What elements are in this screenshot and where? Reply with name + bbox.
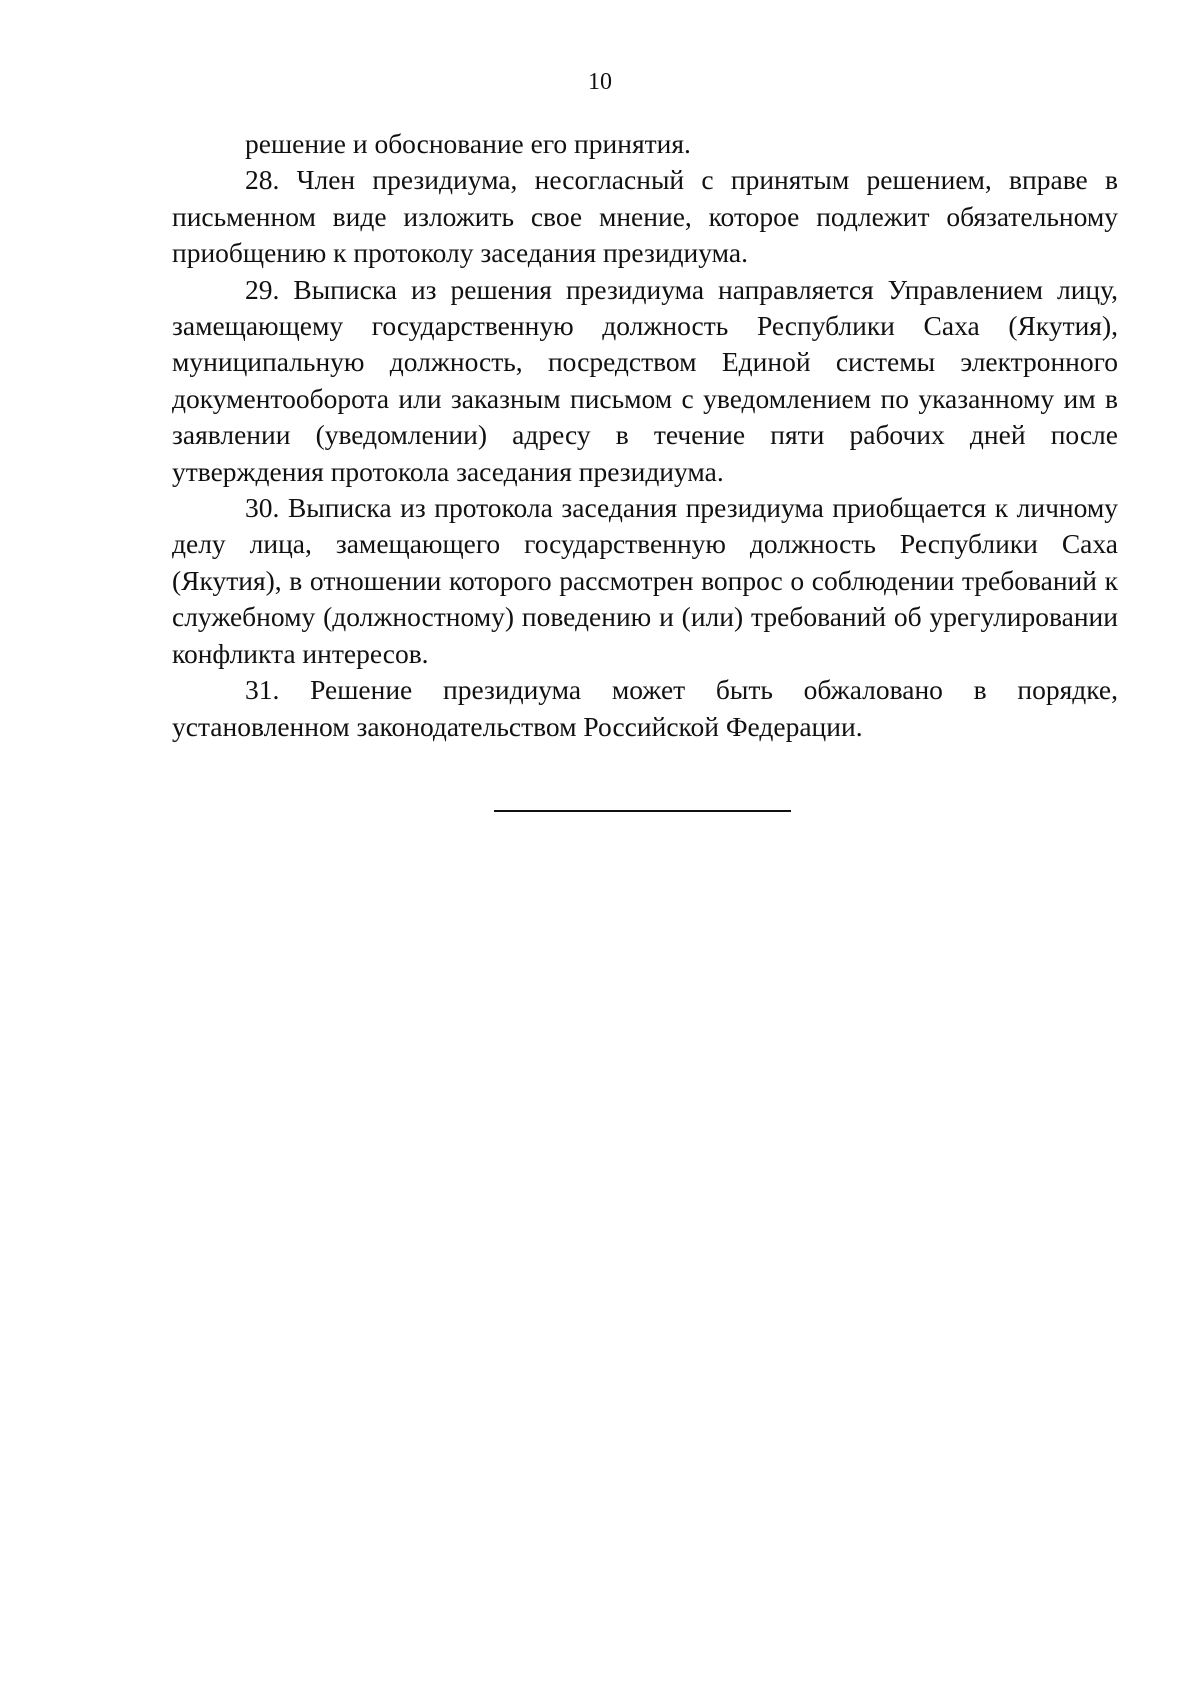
paragraph-28: 28. Член президиума, несогласный с принятым решением, вправе в письменном виде изложить свое мнение, которое подлежит обязательному приобщению к протоколу заседания президиума. xyxy=(172,164,1118,269)
paragraph-30: 30. Выписка из протокола заседания президиума приобщается к личному делу лица, замещающего государственную должность Республики Саха (Якутия), в отношении которого рассмотрен вопрос о соблюдении требований к служебному (должностному) поведению и (или) требований об урегулировании конфликта интересов. xyxy=(172,492,1118,669)
paragraph-continuation: решение и обоснование его принятия. xyxy=(245,128,691,159)
paragraph-31: 31. Решение президиума может быть обжаловано в порядке, установленном законодательством Российской Федерации. xyxy=(172,674,1118,742)
end-separator-line xyxy=(494,810,791,812)
document-body xyxy=(172,126,1118,745)
page-number: 10 xyxy=(588,69,612,95)
paragraph-29: 29. Выписка из решения президиума направляется Управлением лицу, замещающему государственную должность Республики Саха (Якутия), муниципальную должность, посредством Единой системы электронного документооборота или заказным письмом с уведомлением по указанному им в заявлении (уведомлении) адресу в течение пяти рабочих дней после утверждения протокола заседания президиума. xyxy=(172,273,1118,487)
